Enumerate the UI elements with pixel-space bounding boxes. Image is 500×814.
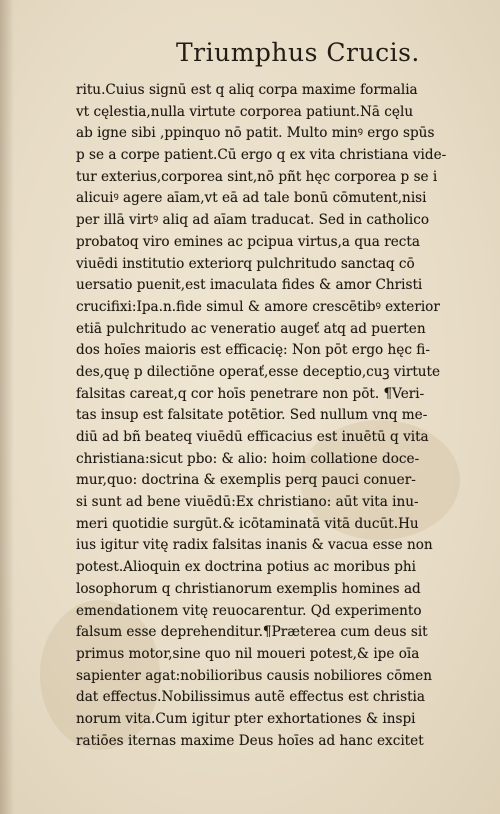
text-line: falsitas careat,q cor hoīs penetrare non pōt. ¶Veri- — [76, 385, 425, 402]
text-line: mur,quo: doctrina & exemplis perq pauci conuer- — [76, 472, 416, 489]
text-line: si sunt ad bene viuēdū:Ex christiano: aūt vita inu- — [76, 494, 419, 511]
text-line: falsum esse deprehenditur.¶Prӕterea cum deus sit — [76, 624, 428, 641]
text-line: ab igne sibi ,ppinquo nō patit. Multo minꝰ ergo spūs — [76, 125, 435, 142]
text-line: uersatio puenit,est imaculata fides & amor Christi — [76, 277, 423, 294]
text-line: ratiōes iternas maxime Deus hoīes ad hanc excitet — [76, 732, 424, 749]
text-line: emendationem vitę reuocarentur. Qd experimento — [76, 602, 422, 619]
text-line: primus motor,sine quo nil moueri potest,& ipe oīa — [76, 645, 420, 662]
page-edge-shadow — [0, 0, 14, 814]
text-line: ritu.Cuius signū est q aliq corpa maxime formalia — [76, 82, 418, 98]
text-line: sapienter agat:nobilioribus causis nobiliores cōmen — [76, 667, 432, 684]
text-block — [76, 80, 496, 752]
text-line: tur exterius,corporea sint,nō pñt hęc corporea p se i — [76, 168, 438, 185]
text-line: probatoq viro emines ac pcipua virtus,a qua recta — [76, 233, 420, 250]
text-line: des,quę p dilectiōne operať,esse deceptio,cuꝫ virtute — [76, 363, 441, 380]
text-line: tas insup est falsitate potētior. Sed nullum vnq me- — [76, 407, 428, 424]
text-line: christiana:sicut pbo: & alio: hoim collatione doce- — [76, 450, 420, 467]
text-line: meri quotidie surgūt.& icōtaminatā vitā ducūt.Hu — [76, 515, 419, 532]
text-line: diū ad bñ beateq viuēdū efficacius est inuētū q vita — [76, 429, 429, 445]
text-line: losophorum q christianorum exemplis homines ad — [76, 580, 421, 597]
text-line: crucifixi:Ipa.n.fide simul & amore crescētibꝰ exterior — [76, 298, 440, 315]
text-line: ius igitur vitę radix falsitas inanis & vacua esse non — [76, 537, 433, 554]
text-line: norum vita.Cum igitur pter exhortationes & inspi — [76, 710, 416, 727]
running-head: Triumphus Crucis. — [176, 38, 420, 67]
text-line: dos hoīes maioris est efficacię: Non pōt ergo hęc fi- — [76, 342, 430, 359]
text-line: dat effectus.Nobilissimus autẽ effectus est christia — [76, 689, 426, 706]
text-line: alicuiꝰ agere aīam,vt eā ad tale bonū cōmutent,nisi — [76, 190, 427, 207]
text-line: potest.Alioquin ex doctrina potius ac moribus phi — [76, 559, 417, 576]
text-line: p se a corpe patient.Cū ergo q ex vita christiana vide- — [76, 147, 447, 164]
text-line: etiā pulchritudo ac veneratio augeť atq ad puerten — [76, 320, 426, 337]
text-line: per illā virtꝰ aliq ad aīam traducat. Sed in catholico — [76, 212, 430, 229]
text-line: viuēdi institutio exteriorq pulchritudo sanctaq cō — [76, 255, 415, 272]
text-line: vt cęlestia,nulla virtute corporea patiunt.Nā cęlu — [76, 103, 414, 120]
